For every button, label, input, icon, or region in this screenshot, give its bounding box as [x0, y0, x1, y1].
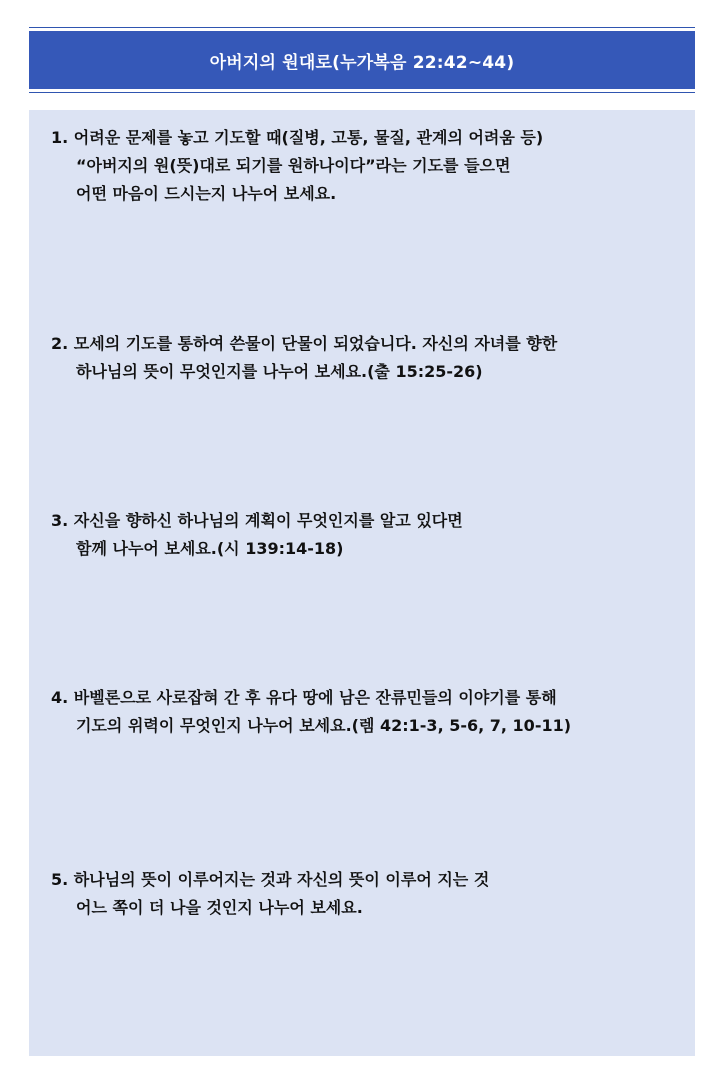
question-1-line-3: 어떤 마음이 드시는지 나누어 보세요.	[76, 184, 337, 203]
header-bar	[29, 31, 695, 89]
header-band	[29, 27, 695, 93]
questions-panel	[29, 110, 695, 1056]
question-5-line-2: 어느 쪽이 더 나을 것인지 나누어 보세요.	[76, 898, 363, 917]
question-4	[51, 684, 681, 740]
question-1-line-1: 1. 어려운 문제를 놓고 기도할 때(질병, 고통, 물질, 관계의 어려움 등)	[51, 128, 544, 147]
question-5-line-1: 5. 하나님의 뜻이 이루어지는 것과 자신의 뜻이 이루어 지는 것	[51, 870, 490, 889]
question-4-line-2: 기도의 위력이 무엇인지 나누어 보세요.(렘 42:1-3, 5-6, 7, 10-11)	[76, 716, 572, 735]
question-3	[51, 507, 681, 563]
question-3-line-1: 3. 자신을 향하신 하나님의 계획이 무엇인지를 알고 있다면	[51, 511, 463, 530]
question-1-line-2: “아버지의 원(뜻)대로 되기를 원하나이다”라는 기도를 들으면	[76, 156, 511, 175]
question-5	[51, 866, 681, 922]
page-title: 아버지의 원대로(누가복음 22:42~44)	[209, 52, 515, 73]
question-3-line-2: 함께 나누어 보세요.(시 139:14-18)	[76, 539, 344, 558]
question-4-line-1: 4. 바벨론으로 사로잡혀 간 후 유다 땅에 남은 잔류민들의 이야기를 통해	[51, 688, 557, 707]
question-1	[51, 124, 681, 208]
question-2	[51, 330, 681, 386]
question-2-line-1: 2. 모세의 기도를 통하여 쓴물이 단물이 되었습니다. 자신의 자녀를 향한	[51, 334, 558, 353]
question-2-line-2: 하나님의 뜻이 무엇인지를 나누어 보세요.(출 15:25-26)	[76, 362, 483, 381]
